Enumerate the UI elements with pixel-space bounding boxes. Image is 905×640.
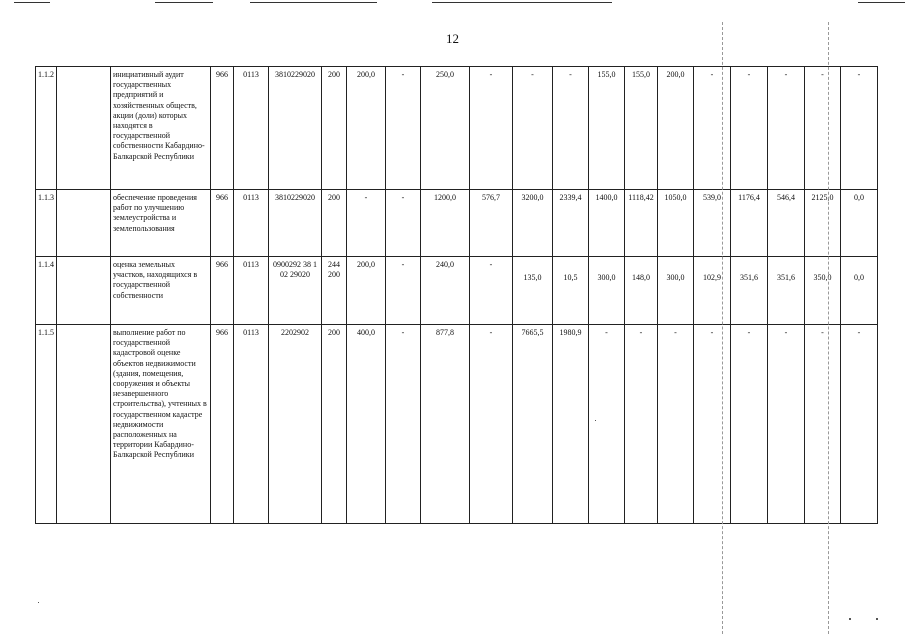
value-cell: 3200,0 xyxy=(513,190,553,257)
value-cell: 1050,0 xyxy=(658,190,694,257)
grbs-code: 966 xyxy=(211,257,234,325)
table-row xyxy=(36,67,878,190)
value-cell: 200,0 xyxy=(347,67,386,190)
value-cell: 200,0 xyxy=(658,67,694,190)
value-cell: 10,5 xyxy=(553,257,589,325)
row-description: оценка земельных участков, находящихся в государственной собственности xyxy=(111,257,211,325)
table-row xyxy=(36,257,878,325)
rzpr-code: 0113 xyxy=(234,325,269,524)
value-cell: 300,0 xyxy=(589,257,625,325)
scan-fold-line xyxy=(828,22,829,634)
empty-cell xyxy=(57,190,111,257)
grbs-code: 966 xyxy=(211,190,234,257)
row-number: 1.1.2 xyxy=(36,67,57,190)
value-cell: - xyxy=(386,257,421,325)
value-cell: 135,0 xyxy=(513,257,553,325)
top-rule xyxy=(155,2,213,3)
value-cell: - xyxy=(589,325,625,524)
value-cell: - xyxy=(553,67,589,190)
rzpr-code: 0113 xyxy=(234,67,269,190)
vr-code: 200 xyxy=(322,190,347,257)
value-cell: 546,4 xyxy=(768,190,805,257)
value-cell: - xyxy=(386,190,421,257)
value-cell: - xyxy=(513,67,553,190)
value-cell: 350,0 xyxy=(805,257,841,325)
value-cell: 102,9 xyxy=(694,257,731,325)
empty-cell xyxy=(57,67,111,190)
scan-speck xyxy=(38,602,39,603)
vr-code: 200 xyxy=(322,67,347,190)
rzpr-code: 0113 xyxy=(234,257,269,325)
value-cell: 539,0 xyxy=(694,190,731,257)
value-cell: - xyxy=(768,67,805,190)
row-description: инициативный аудит государственных предприятий и хозяйственных обществ, акции (доли) которых находятся в государственной собственности Кабардино-Балкарской Республики xyxy=(111,67,211,190)
value-cell: 155,0 xyxy=(625,67,658,190)
value-cell: - xyxy=(470,67,513,190)
table-row xyxy=(36,325,878,524)
scan-speck xyxy=(849,618,851,620)
row-description: выполнение работ по государственной кадастровой оценке объектов недвижимости (здания, помещения, сооружения и объекты незавершенного строительства), учтенных в государственном кадастре недвижимости расположенных на территории Кабардино-Балкарской Республики xyxy=(111,325,211,524)
value-cell: - xyxy=(386,325,421,524)
value-cell: 351,6 xyxy=(731,257,768,325)
top-rule xyxy=(432,2,612,3)
value-cell: 400,0 xyxy=(347,325,386,524)
value-cell: - xyxy=(694,67,731,190)
value-cell: 0,0 xyxy=(841,257,878,325)
value-cell: - xyxy=(731,67,768,190)
value-cell: - xyxy=(625,325,658,524)
empty-cell xyxy=(57,325,111,524)
scan-speck xyxy=(595,420,596,421)
row-number: 1.1.3 xyxy=(36,190,57,257)
value-cell: 0,0 xyxy=(841,190,878,257)
value-cell: 1200,0 xyxy=(421,190,470,257)
value-cell: 576,7 xyxy=(470,190,513,257)
value-cell: 7665,5 xyxy=(513,325,553,524)
vr-code: 200 xyxy=(322,325,347,524)
value-cell: - xyxy=(768,325,805,524)
scan-speck xyxy=(876,618,878,620)
csr-code: 2202902 xyxy=(269,325,322,524)
value-cell: - xyxy=(731,325,768,524)
row-number: 1.1.5 xyxy=(36,325,57,524)
csr-code: 3810229020 xyxy=(269,67,322,190)
value-cell: 1176,4 xyxy=(731,190,768,257)
top-rule xyxy=(14,2,50,3)
value-cell: - xyxy=(694,325,731,524)
value-cell: - xyxy=(841,325,878,524)
value-cell: 2125,0 xyxy=(805,190,841,257)
value-cell: 148,0 xyxy=(625,257,658,325)
row-description: обеспечение проведения работ по улучшению землеустройства и землепользования xyxy=(111,190,211,257)
grbs-code: 966 xyxy=(211,67,234,190)
value-cell: 2339,4 xyxy=(553,190,589,257)
vr-code: 244 200 xyxy=(322,257,347,325)
value-cell: - xyxy=(805,67,841,190)
value-cell: - xyxy=(658,325,694,524)
table-row xyxy=(36,190,878,257)
csr-code: 0900292 38 1 02 29020 xyxy=(269,257,322,325)
scan-fold-line xyxy=(722,22,723,634)
value-cell: 877,8 xyxy=(421,325,470,524)
grbs-code: 966 xyxy=(211,325,234,524)
row-number: 1.1.4 xyxy=(36,257,57,325)
value-cell: 240,0 xyxy=(421,257,470,325)
value-cell: - xyxy=(347,190,386,257)
value-cell: - xyxy=(470,257,513,325)
value-cell: 1400,0 xyxy=(589,190,625,257)
value-cell: 200,0 xyxy=(347,257,386,325)
top-rule xyxy=(858,2,905,3)
page-number: 12 xyxy=(446,31,459,46)
value-cell: 250,0 xyxy=(421,67,470,190)
value-cell: - xyxy=(470,325,513,524)
top-rule xyxy=(250,2,377,3)
empty-cell xyxy=(57,257,111,325)
rzpr-code: 0113 xyxy=(234,190,269,257)
csr-code: 3810229020 xyxy=(269,190,322,257)
value-cell: - xyxy=(805,325,841,524)
value-cell: 351,6 xyxy=(768,257,805,325)
value-cell: 1980,9 xyxy=(553,325,589,524)
value-cell: 300,0 xyxy=(658,257,694,325)
value-cell: 155,0 xyxy=(589,67,625,190)
value-cell: 1118,42 xyxy=(625,190,658,257)
value-cell: - xyxy=(841,67,878,190)
budget-table xyxy=(35,66,878,524)
value-cell: - xyxy=(386,67,421,190)
